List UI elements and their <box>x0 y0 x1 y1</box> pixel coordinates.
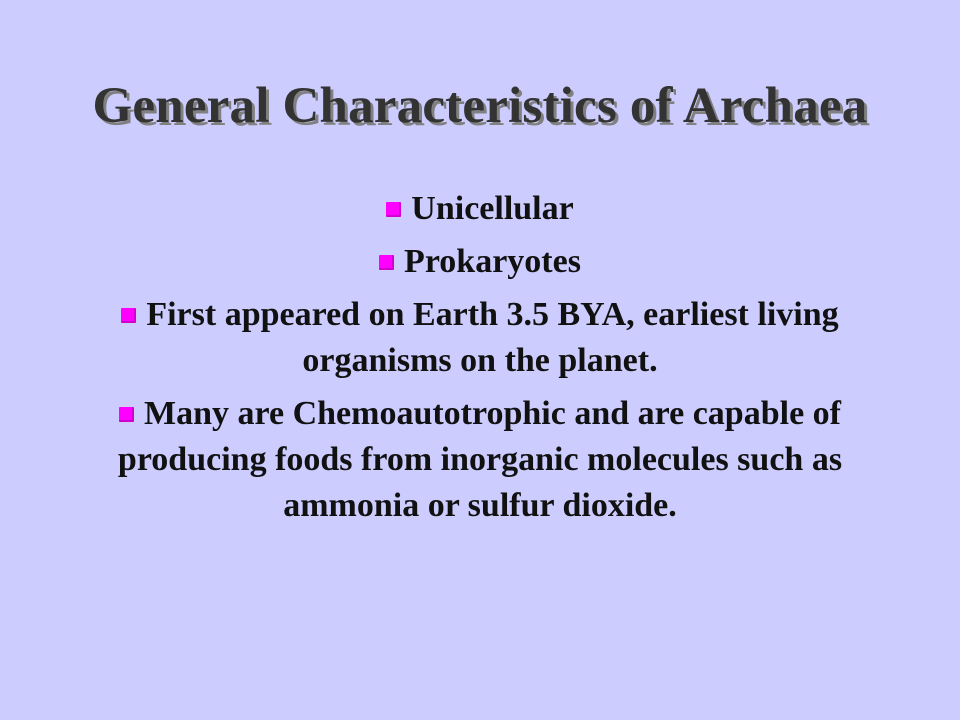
bullet-item <box>60 292 900 384</box>
bullet-item <box>60 186 900 232</box>
bullet-item <box>60 391 900 529</box>
square-bullet-icon <box>386 202 401 217</box>
bullet-list <box>60 186 900 536</box>
bullet-text: Unicellular <box>411 190 574 227</box>
square-bullet-icon <box>119 407 134 422</box>
slide-title: General Characteristics of Archaea <box>92 78 868 134</box>
bullet-text: First appeared on Earth 3.5 BYA, earliest living organisms on the planet. <box>146 296 839 379</box>
square-bullet-icon <box>379 255 394 270</box>
square-bullet-icon <box>121 308 136 323</box>
bullet-text: Many are Chemoautotrophic and are capable of producing foods from inorganic molecules such as ammonia or sulfur dioxide. <box>117 395 843 524</box>
bullet-text: Prokaryotes <box>404 243 581 280</box>
bullet-item <box>60 239 900 285</box>
